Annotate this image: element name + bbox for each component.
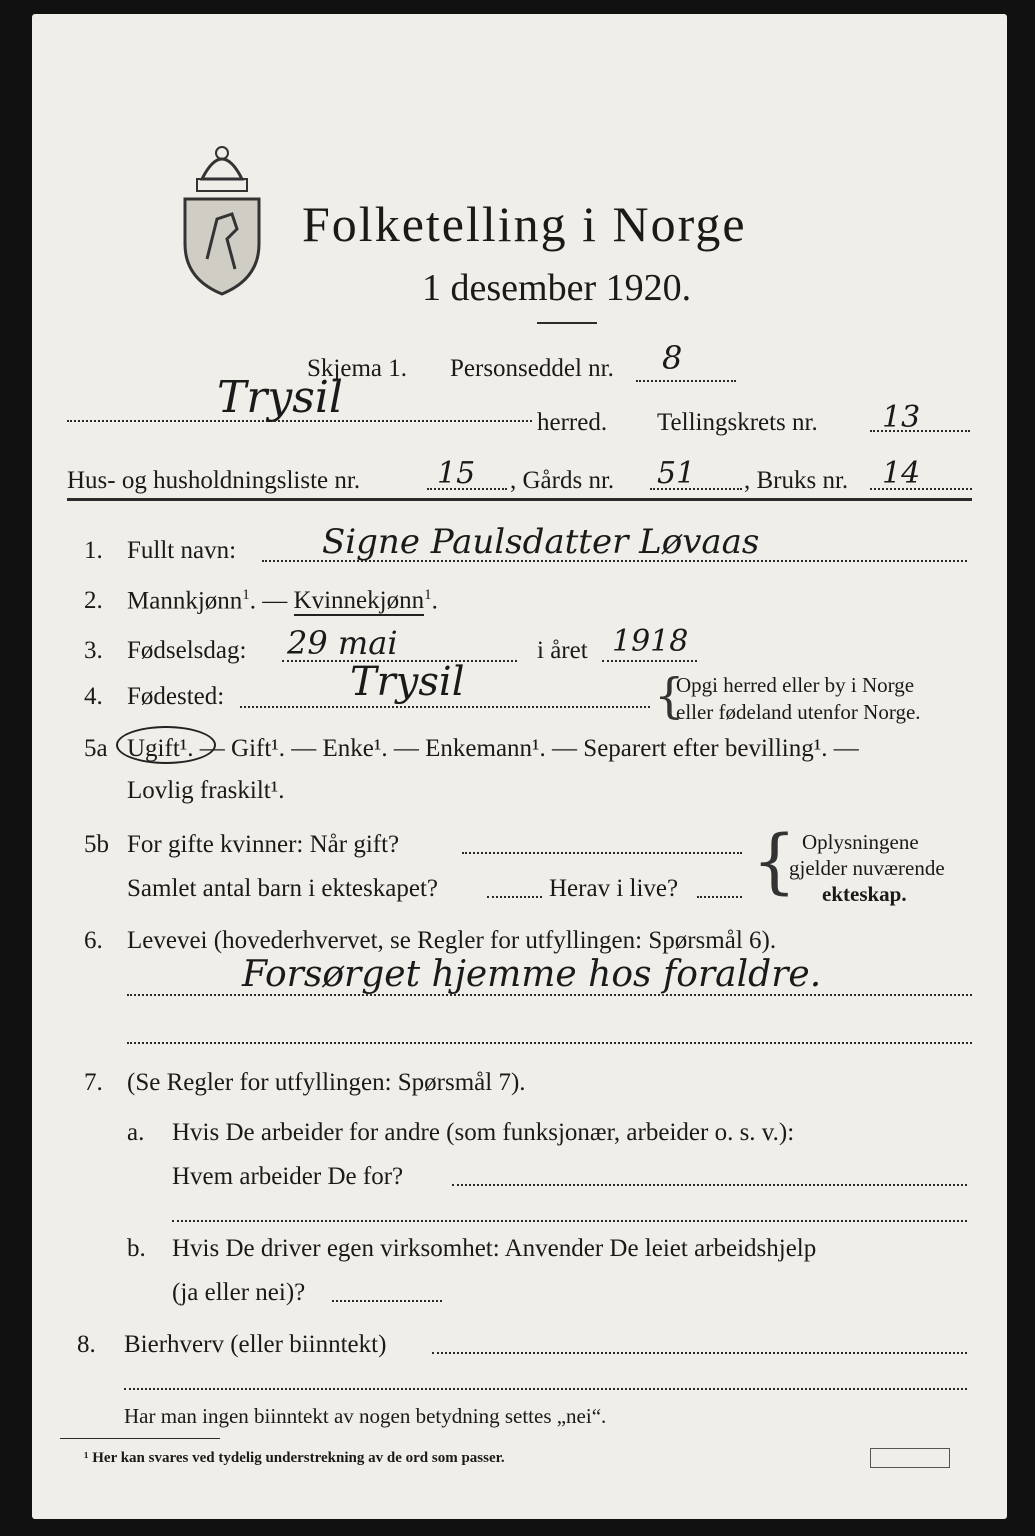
q5b-number: 5b <box>84 831 109 858</box>
printer-stamp <box>870 1448 950 1468</box>
q3-label: Fødselsdag: <box>127 637 247 664</box>
marriage-brace: { <box>752 820 797 902</box>
hus-label: Hus- og husholdningsliste nr. <box>67 467 361 494</box>
census-form <box>32 14 1007 1519</box>
herred-label: herred. <box>537 409 608 436</box>
side-income-label: Bierhverv (eller biinntekt) <box>124 1331 387 1358</box>
form-title: Folketelling i Norge <box>302 196 747 252</box>
married-when-label: For gifte kvinner: Når gift? <box>127 831 400 858</box>
birthplace-brace: { <box>654 668 685 724</box>
footnote: ¹ Her kan svares ved tydelig understrekning av de ord som passer. <box>84 1450 505 1466</box>
q7b-label-2: (ja eller nei)? <box>172 1279 306 1306</box>
marriage-note-1: Oplysningene <box>802 830 919 854</box>
q8-number: 8. <box>77 1331 96 1358</box>
q5a-number: 5a <box>84 735 108 762</box>
employer-field[interactable] <box>452 1184 967 1186</box>
q4-label: Fødested: <box>127 683 225 710</box>
q7b-number: b. <box>127 1235 146 1262</box>
marital-status-line2[interactable]: Lovlig fraskilt¹. <box>127 777 285 804</box>
children-alive-label: Herav i live? <box>549 875 679 902</box>
header-divider <box>67 498 972 501</box>
hus-value: 15 <box>437 456 476 491</box>
hired-help-field[interactable] <box>332 1300 442 1302</box>
sex-options: Mannkjønn$^1$. — Kvinnekjønn$^1$. <box>127 587 438 615</box>
birthplace-value: Trysil <box>350 659 465 705</box>
personseddel-value: 8 <box>662 339 683 377</box>
birthyear-value: 1918 <box>612 624 689 659</box>
q1-number: 1. <box>84 537 103 564</box>
coat-of-arms-icon <box>177 139 267 299</box>
footer-note: Har man ingen biinntekt av nogen betydning settes „nei“. <box>124 1404 607 1428</box>
children-total-field[interactable] <box>487 896 542 898</box>
birthplace-note-2: eller fødeland utenfor Norge. <box>676 700 921 724</box>
q4-number: 4. <box>84 683 103 710</box>
q1-label: Fullt navn: <box>127 537 237 564</box>
birthdate-value: 29 mai <box>287 624 398 662</box>
gards-label: , Gårds nr. <box>510 467 615 494</box>
q7-label: (Se Regler for utfyllingen: Spørsmål 7). <box>127 1069 526 1096</box>
side-income-field-2[interactable] <box>124 1388 967 1390</box>
herred-value: Trysil <box>217 372 343 423</box>
q7a-label: Hvis De arbeider for andre (som funksjonær, arbeider o. s. v.): <box>172 1119 795 1146</box>
birthyear-label: i året <box>537 637 588 664</box>
bruks-value: 14 <box>882 456 921 491</box>
ugift-circle <box>116 726 216 764</box>
footer-divider <box>60 1438 220 1439</box>
gards-value: 51 <box>657 456 696 491</box>
q7a-label-2: Hvem arbeider De for? <box>172 1163 404 1190</box>
tellingskrets-value: 13 <box>882 400 921 435</box>
q7-number: 7. <box>84 1069 103 1096</box>
q7b-label: Hvis De driver egen virksomhet: Anvender De leiet arbeidshjelp <box>172 1235 817 1262</box>
q6-number: 6. <box>84 927 103 954</box>
side-income-field[interactable] <box>432 1352 967 1354</box>
schema-label: Skjema 1. <box>307 355 407 382</box>
male-option[interactable]: Mannkjønn <box>127 587 243 615</box>
occupation-field-2[interactable] <box>127 1042 972 1044</box>
birthplace-field[interactable] <box>240 706 650 708</box>
tellingskrets-label: Tellingskrets nr. <box>657 409 818 436</box>
marriage-note-3: ekteskap. <box>822 882 907 906</box>
full-name-value: Signe Paulsdatter Løvaas <box>322 522 760 562</box>
personseddel-field[interactable] <box>636 380 736 382</box>
female-option[interactable]: Kvinnekjønn <box>293 587 425 615</box>
employer-field-2[interactable] <box>172 1220 967 1222</box>
form-date: 1 desember 1920. <box>422 267 692 309</box>
q7a-number: a. <box>127 1119 145 1146</box>
marriage-note-2: gjelder nuværende <box>789 856 945 880</box>
children-total-label: Samlet antal barn i ekteskapet? <box>127 875 438 902</box>
q2-number: 2. <box>84 587 103 614</box>
occupation-value: Forsørget hjemme hos foraldre. <box>242 954 822 995</box>
children-alive-field[interactable] <box>697 896 742 898</box>
birthyear-field[interactable] <box>602 660 697 662</box>
personseddel-label: Personseddel nr. <box>450 355 614 382</box>
birthplace-note-1: Opgi herred eller by i Norge <box>676 673 915 697</box>
q3-number: 3. <box>84 637 103 664</box>
occupation-label: Levevei (hovederhvervet, se Regler for utfyllingen: Spørsmål 6). <box>127 927 777 954</box>
title-divider <box>537 322 597 324</box>
marital-status-options[interactable]: Ugift¹. — Gift¹. — Enke¹. — Enkemann¹. — Separert efter bevilling¹. — <box>127 735 859 762</box>
married-when-field[interactable] <box>462 852 742 854</box>
bruks-label: , Bruks nr. <box>744 467 849 494</box>
